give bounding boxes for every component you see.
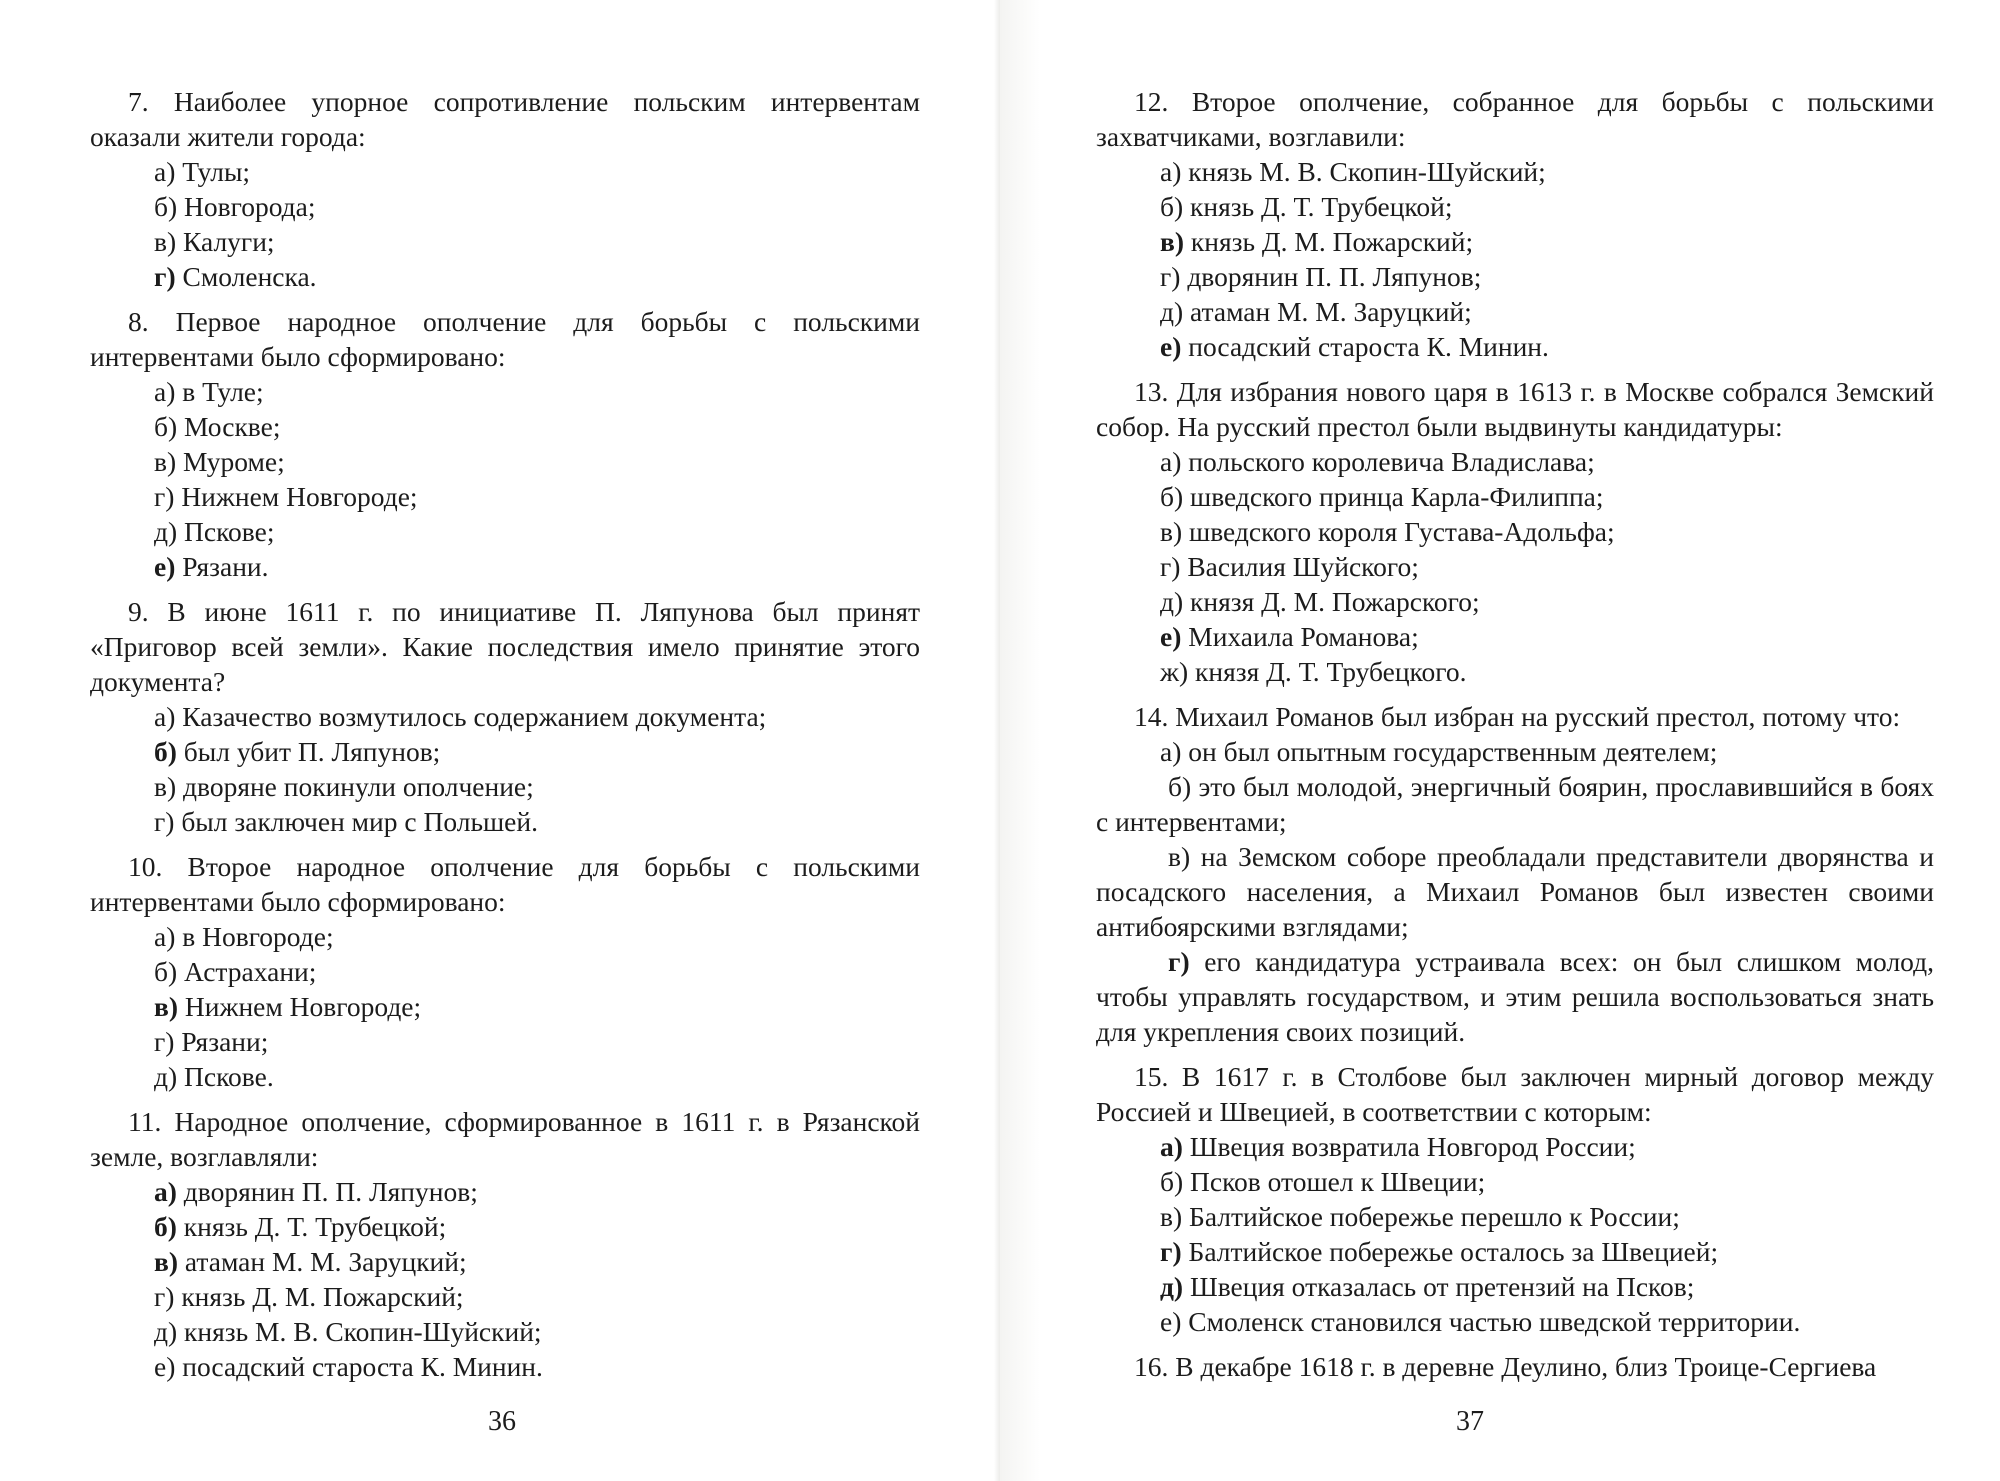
option-letter: ж) <box>1160 656 1189 687</box>
question-block <box>1096 699 1934 1049</box>
question-text: 10. Второе народное ополчение для борьбы с польскими интервентами было сформировано: <box>90 851 920 917</box>
option-letter: б) <box>154 411 178 442</box>
option-letter: а) <box>154 376 176 407</box>
option-text: Нижнем Новгороде; <box>181 481 418 512</box>
question-text: 11. Народное ополчение, сформированное в 1611 г. в Рязанской земле, возглавляли: <box>90 1106 920 1172</box>
option-text: Пскове. <box>184 1061 274 1092</box>
question-block <box>90 84 920 294</box>
option-text: Астрахани; <box>184 956 317 987</box>
option-letter: б) <box>1160 1166 1184 1197</box>
option-letter: б) <box>1160 191 1184 222</box>
answer-options <box>90 1174 920 1384</box>
option-text: Пскове; <box>184 516 275 547</box>
option-text: Балтийское побережье осталось за Швецией; <box>1188 1236 1719 1267</box>
question-text: 16. В декабре 1618 г. в деревне Деулино, близ Троице-Сергиева <box>1134 1351 1877 1382</box>
answer-option <box>154 224 920 259</box>
option-letter: е) <box>1160 621 1182 652</box>
answer-option <box>154 409 920 444</box>
answer-options <box>1096 734 1934 1049</box>
answer-options <box>90 699 920 839</box>
answer-option <box>154 1059 920 1094</box>
option-letter: г) <box>154 1026 175 1057</box>
option-text: в Новгороде; <box>182 921 334 952</box>
answer-options <box>90 374 920 584</box>
option-text: князь Д. Т. Трубецкой; <box>1190 191 1453 222</box>
option-letter: г) <box>154 261 176 292</box>
answer-option <box>154 189 920 224</box>
option-letter: а) <box>1160 736 1182 767</box>
option-text: посадский староста К. Минин. <box>1188 331 1549 362</box>
option-letter: д) <box>1160 296 1184 327</box>
question-text: 14. Михаил Романов был избран на русский престол, потому что: <box>1134 701 1901 732</box>
answer-option <box>154 549 920 584</box>
answer-option <box>154 479 920 514</box>
option-text: был заключен мир с Польшей. <box>181 806 538 837</box>
answer-option <box>154 1314 920 1349</box>
option-text: Казачество возмутилось содержанием документа; <box>182 701 767 732</box>
question-block <box>1096 374 1934 689</box>
option-text: князя Д. Т. Трубецкого. <box>1195 656 1467 687</box>
answer-option <box>1160 329 1934 364</box>
answer-option <box>154 954 920 989</box>
answer-options <box>1096 154 1934 364</box>
answer-option <box>1160 479 1934 514</box>
option-letter: в) <box>154 446 177 477</box>
option-letter: д) <box>154 1316 178 1347</box>
option-text: Швеция возвратила Новгород России; <box>1189 1131 1636 1162</box>
option-letter: б) <box>154 956 178 987</box>
answer-option <box>1160 654 1934 689</box>
answer-option <box>1160 1269 1934 1304</box>
answer-option <box>1096 839 1934 944</box>
option-letter: б) <box>1168 771 1192 802</box>
option-text: польского королевича Владислава; <box>1188 446 1595 477</box>
option-text: Псков отошел к Швеции; <box>1190 1166 1486 1197</box>
question-text: 8. Первое народное ополчение для борьбы с польскими интервентами было сформировано: <box>90 306 920 372</box>
option-letter: д) <box>1160 1271 1184 1302</box>
question-text: 15. В 1617 г. в Столбове был заключен мирный договор между Россией и Швецией, в соответствии с которым: <box>1096 1061 1934 1127</box>
option-letter: б) <box>1160 481 1184 512</box>
option-text: Муроме; <box>183 446 285 477</box>
option-letter: д) <box>154 1061 178 1092</box>
question-text: 9. В июне 1611 г. по инициативе П. Ляпунова был принят «Приговор всей земли». Какие последствия имело принятие этого документа? <box>90 596 920 697</box>
question-text: 12. Второе ополчение, собранное для борьбы с польскими захватчиками, возглавили: <box>1096 86 1934 152</box>
answer-option <box>154 699 920 734</box>
answer-options <box>90 154 920 294</box>
answer-option <box>154 1209 920 1244</box>
answer-option <box>154 154 920 189</box>
option-text: был убит П. Ляпунов; <box>183 736 441 767</box>
option-letter: б) <box>154 1211 177 1242</box>
option-letter: г) <box>1160 1236 1182 1267</box>
answer-option <box>154 374 920 409</box>
option-letter: а) <box>154 1176 177 1207</box>
answer-option <box>1160 584 1934 619</box>
option-text: шведского принца Карла-Филиппа; <box>1190 481 1604 512</box>
option-text: князь Д. Т. Трубецкой; <box>183 1211 447 1242</box>
option-text: атаман М. М. Заруцкий; <box>184 1246 467 1277</box>
answer-option <box>1160 224 1934 259</box>
option-letter: е) <box>154 1351 176 1382</box>
option-text: шведского короля Густава-Адольфа; <box>1189 516 1615 547</box>
option-letter: в) <box>154 226 177 257</box>
option-text: князь Д. М. Пожарский; <box>1190 226 1474 257</box>
answer-option <box>154 734 920 769</box>
option-text: посадский староста К. Минин. <box>182 1351 543 1382</box>
option-letter: в) <box>154 771 177 802</box>
option-letter: а) <box>1160 446 1182 477</box>
answer-option <box>1096 769 1934 839</box>
question-block <box>90 849 920 1094</box>
answer-option <box>1160 154 1934 189</box>
answer-option <box>1160 189 1934 224</box>
answer-option <box>154 1279 920 1314</box>
option-text: Василия Шуйского; <box>1187 551 1419 582</box>
answer-option <box>154 514 920 549</box>
option-letter: а) <box>1160 1131 1183 1162</box>
answer-option <box>154 1174 920 1209</box>
option-text: Новгорода; <box>184 191 316 222</box>
option-letter: б) <box>154 191 178 222</box>
option-letter: в) <box>1160 226 1185 257</box>
option-letter: а) <box>154 156 176 187</box>
option-letter: г) <box>154 481 175 512</box>
option-text: Балтийское побережье перешло к России; <box>1189 1201 1680 1232</box>
option-letter: е) <box>1160 331 1182 362</box>
option-letter: в) <box>1160 1201 1183 1232</box>
answer-option <box>1160 619 1934 654</box>
option-text: Москве; <box>184 411 281 442</box>
option-letter: е) <box>1160 1306 1182 1337</box>
answer-option <box>1160 549 1934 584</box>
question-block <box>1096 84 1934 364</box>
answer-options <box>90 919 920 1094</box>
option-letter: г) <box>1168 946 1190 977</box>
answer-option <box>1160 1304 1934 1339</box>
option-letter: а) <box>1160 156 1182 187</box>
answer-option <box>154 1024 920 1059</box>
answer-option <box>1160 1164 1934 1199</box>
answer-option <box>1096 944 1934 1049</box>
option-text: Михаила Романова; <box>1188 621 1419 652</box>
answer-option <box>1160 514 1934 549</box>
answer-option <box>154 919 920 954</box>
option-text: Тулы; <box>182 156 251 187</box>
option-letter: в) <box>154 1246 179 1277</box>
answer-option <box>154 1244 920 1279</box>
option-letter: г) <box>1160 551 1181 582</box>
option-text: Смоленска. <box>182 261 317 292</box>
answer-option <box>1160 294 1934 329</box>
option-letter: г) <box>154 806 175 837</box>
option-text: его кандидатура устраивала всех: он был слишком молод, чтобы управлять государством, и этим решила воспользоваться знать для укрепления своих позиций. <box>1096 946 1934 1047</box>
option-letter: е) <box>154 551 176 582</box>
question-text: 13. Для избрания нового царя в 1613 г. в Москве собрался Земский собор. На русский престол были выдвинуты кандидатуры: <box>1096 376 1934 442</box>
right-page <box>1000 0 2000 1481</box>
answer-option <box>154 769 920 804</box>
question-block <box>90 594 920 839</box>
option-text: Нижнем Новгороде; <box>184 991 422 1022</box>
option-text: на Земском соборе преобладали представители дворянства и посадского населения, а Михаил Романов был известен своими антибоярскими взглядами; <box>1096 841 1934 942</box>
option-text: князь Д. М. Пожарский; <box>181 1281 464 1312</box>
question-block <box>1096 1349 1934 1384</box>
option-text: Рязани; <box>181 1026 269 1057</box>
answer-option <box>1160 1199 1934 1234</box>
option-text: Смоленск становился частью шведской территории. <box>1188 1306 1801 1337</box>
answer-options <box>1096 1129 1934 1339</box>
option-text: дворянин П. П. Ляпунов; <box>183 1176 478 1207</box>
answer-option <box>154 1349 920 1384</box>
option-letter: а) <box>154 921 176 952</box>
answer-options <box>1096 444 1934 689</box>
option-text: это был молодой, энергичный боярин, прославившийся в боях с интервентами; <box>1096 771 1934 837</box>
left-page-text <box>90 84 920 1394</box>
answer-option <box>1160 259 1934 294</box>
option-text: князь М. В. Скопин-Шуйский; <box>1188 156 1546 187</box>
option-text: атаман М. М. Заруцкий; <box>1190 296 1472 327</box>
option-text: дворяне покинули ополчение; <box>183 771 534 802</box>
option-letter: г) <box>1160 261 1181 292</box>
answer-option <box>1160 1234 1934 1269</box>
question-block <box>90 304 920 584</box>
option-letter: в) <box>1160 516 1183 547</box>
option-letter: д) <box>1160 586 1184 617</box>
answer-option <box>1160 734 1934 769</box>
option-letter: б) <box>154 736 177 767</box>
option-letter: а) <box>154 701 176 732</box>
option-letter: д) <box>154 516 178 547</box>
page-number-left: 36 <box>488 1406 516 1437</box>
option-text: Калуги; <box>183 226 275 257</box>
option-text: князя Д. М. Пожарского; <box>1190 586 1480 617</box>
question-block <box>90 1104 920 1384</box>
right-page-text <box>1096 84 1934 1394</box>
option-text: дворянин П. П. Ляпунов; <box>1187 261 1482 292</box>
page-number-right: 37 <box>1456 1406 1484 1437</box>
answer-option <box>154 804 920 839</box>
option-letter: г) <box>154 1281 175 1312</box>
answer-option <box>1160 1129 1934 1164</box>
option-letter: в) <box>1168 841 1191 872</box>
option-text: он был опытным государственным деятелем; <box>1188 736 1718 767</box>
question-block <box>1096 1059 1934 1339</box>
question-text: 7. Наиболее упорное сопротивление польским интервентам оказали жители города: <box>90 86 920 152</box>
answer-option <box>154 989 920 1024</box>
answer-option <box>154 259 920 294</box>
option-text: Рязани. <box>182 551 269 582</box>
answer-option <box>1160 444 1934 479</box>
option-text: князь М. В. Скопин-Шуйский; <box>184 1316 542 1347</box>
option-text: в Туле; <box>182 376 264 407</box>
answer-option <box>154 444 920 479</box>
option-letter: в) <box>154 991 179 1022</box>
option-text: Швеция отказалась от претензий на Псков; <box>1189 1271 1695 1302</box>
